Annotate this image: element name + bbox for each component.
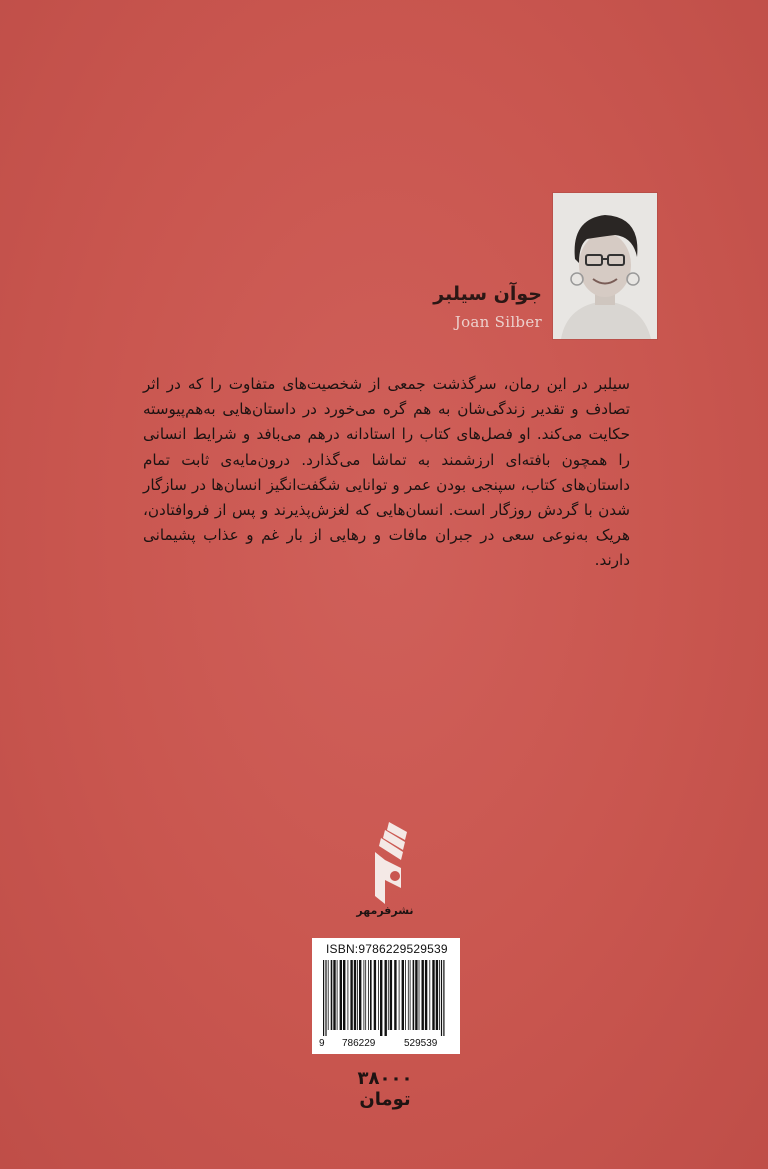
barcode-bar (408, 960, 409, 1030)
barcode-bar (348, 960, 349, 1030)
author-photo (553, 193, 657, 339)
barcode-bar (359, 960, 361, 1030)
barcode-bar (439, 960, 440, 1030)
barcode-bar (394, 960, 396, 1030)
barcode-group-right: 529539 (404, 1038, 438, 1049)
barcode-bar (422, 960, 424, 1030)
price-label: ۳۸۰۰۰ تومان (357, 1068, 413, 1110)
description-paragraph: سیلبر در این رمان، سرگذشت جمعی از شخصیت‌های متفاوت را که در اثر تصادف و تقدیر زندگی‌شان به هم گره می‌خورد در داستان‌هایی به‌هم‌پیوسته حکایت می‌کند. او فصل‌های کتاب را استادانه درهم می‌بافد و شرایط انسانی را همچون بافته‌ای ارزشمند به تماشا می‌گذارد. درون‌مایه‌ی ثابت تمام داستان‌های کتاب، سپنجی بودن عمر و توانایی شگفت‌انگیز انسان‌ها در سازگار شدن با گردش روزگار است. انسان‌هایی که لغزش‌پذیرند و پس از فروافتادن، هریک به‌نوعی سعی در جبران مافات و رهایی از بار غم و عذاب پشیمانی دارند. (143, 375, 630, 570)
barcode-bar (350, 960, 352, 1030)
barcode-bar (419, 960, 420, 1030)
barcode-bar (368, 960, 369, 1030)
barcode-bar (380, 960, 382, 1036)
barcode-bar (432, 960, 434, 1030)
barcode-bar (328, 960, 329, 1030)
barcode-bar (333, 960, 335, 1030)
barcode-bar (370, 960, 372, 1030)
barcode-bars (319, 960, 453, 1036)
barcode-bar (399, 960, 400, 1030)
barcode-digit-first: 9 (319, 1038, 325, 1049)
barcode-bar (340, 960, 342, 1030)
barcode-bar (436, 960, 438, 1030)
barcode-bar (343, 960, 345, 1030)
book-description (143, 372, 630, 574)
barcode-bar (415, 960, 417, 1030)
barcode-bar (325, 960, 326, 1036)
barcode-bar (425, 960, 427, 1030)
barcode-bar (354, 960, 356, 1030)
barcode-bar (388, 960, 389, 1030)
barcode-bar (357, 960, 358, 1030)
barcode-bar (390, 960, 392, 1030)
barcode-bar (402, 960, 404, 1030)
barcode-bar (385, 960, 387, 1036)
barcode-bar (337, 960, 338, 1030)
barcode-bar (441, 960, 442, 1036)
author-name-persian: جوآن سیلبر (433, 283, 542, 305)
barcode-bar (374, 960, 376, 1030)
author-name-english: Joan Silber (454, 313, 542, 331)
barcode-bar (443, 960, 444, 1036)
barcode-bar (413, 960, 415, 1030)
barcode-bar (410, 960, 411, 1030)
barcode-bar (365, 960, 366, 1030)
barcode-bar (331, 960, 333, 1030)
barcode-bar (405, 960, 406, 1030)
publisher-name: نشرفرمهر (356, 904, 414, 917)
barcode-bar (364, 960, 365, 1030)
barcode-bar (378, 960, 379, 1030)
author-portrait-image (553, 193, 657, 339)
isbn-text: ISBN:9786229529539 (326, 942, 448, 956)
barcode-group-left: 786229 (342, 1038, 376, 1049)
barcode-bar (323, 960, 324, 1036)
barcode-bar (429, 960, 430, 1030)
